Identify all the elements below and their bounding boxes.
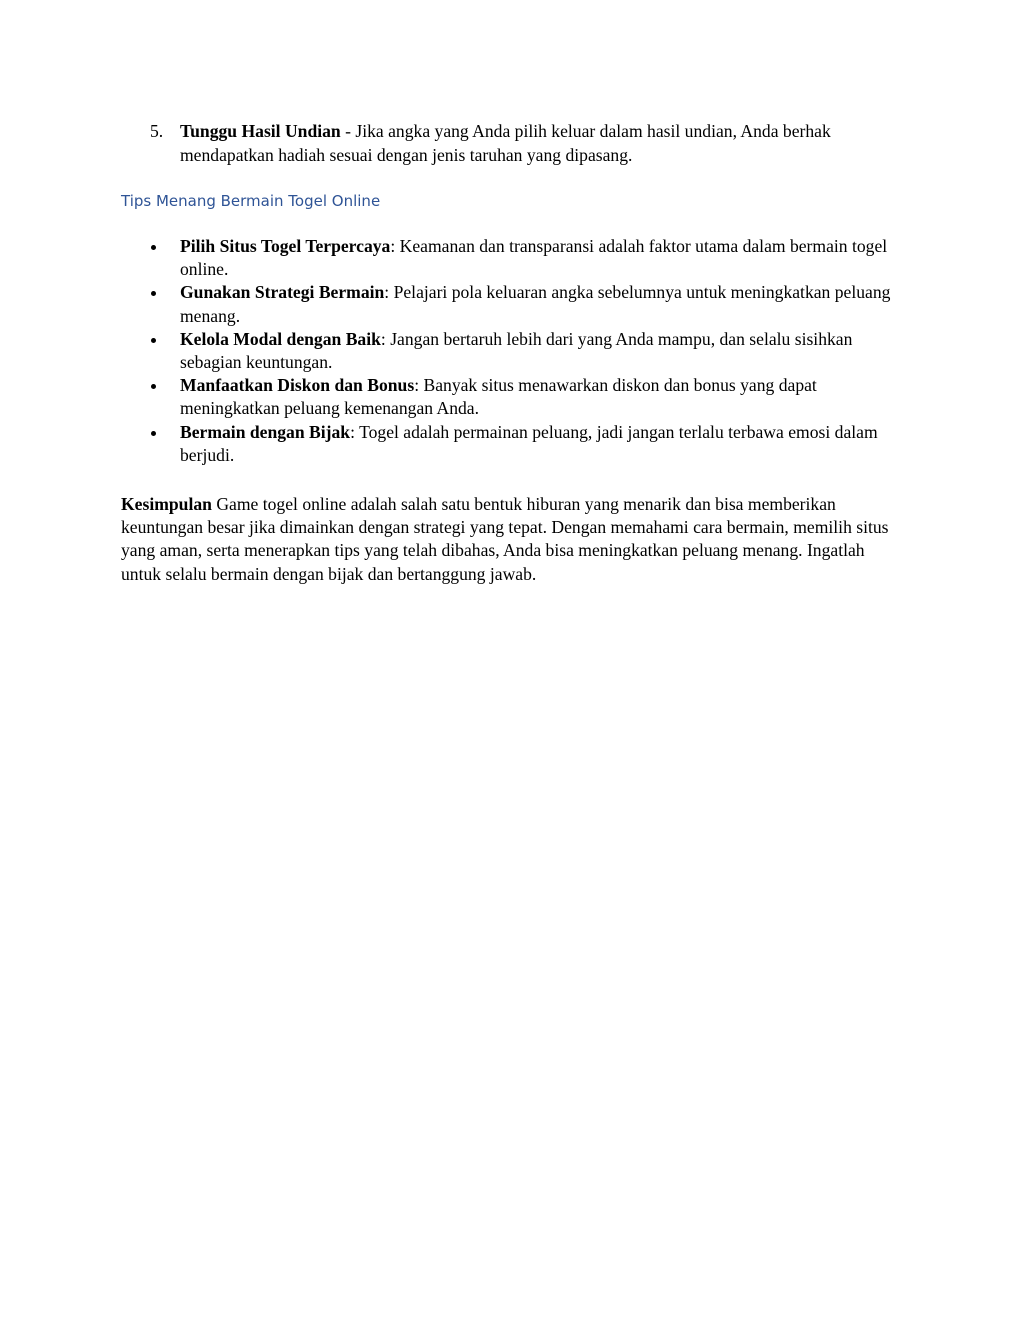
conclusion-paragraph [121, 493, 891, 586]
conclusion-title: Kesimpulan [121, 494, 212, 515]
list-number: 5. [150, 121, 164, 141]
tip-text: : Banyak situs menawarkan diskon dan bonus yang dapat meningkatkan peluang kemenangan Anda. [180, 375, 817, 419]
list-item [121, 328, 891, 374]
tip-title: Kelola Modal dengan Baik [180, 328, 381, 349]
tips-list [121, 235, 891, 467]
tip-text: : Pelajari pola keluaran angka sebelumnya untuk meningkatkan peluang menang. [180, 282, 891, 326]
step-title: Tunggu Hasil Undian [180, 121, 341, 141]
tip-text: : Togel adalah permainan peluang, jadi jangan terlalu terbawa emosi dalam berjudi. [180, 421, 878, 465]
tip-text: : Jangan bertaruh lebih dari yang Anda mampu, dan selalu sisihkan sebagian keuntungan. [180, 328, 853, 373]
bullet-icon [151, 291, 156, 296]
numbered-item-step-5 [121, 120, 891, 167]
tip-title: Bermain dengan Bijak [180, 421, 351, 442]
list-item [121, 374, 891, 420]
step-text: - Jika angka yang Anda pilih keluar dalam hasil undian, Anda berhak mendapatkan hadiah sesuai dengan jenis taruhan yang dipasang. [180, 121, 831, 165]
conclusion-text: Game togel online adalah salah satu bentuk hiburan yang menarik dan bisa memberikan keuntungan besar jika dimainkan dengan strategi yang tepat. Dengan memahami cara bermain, memilih situs yang aman, serta menerapkan tips yang telah dibahas, Anda bisa meningkatkan peluang menang. Ingatlah untuk selalu bermain dengan bijak dan bertanggung jawab. [121, 494, 889, 584]
list-item [121, 235, 891, 281]
bullet-icon [151, 384, 156, 389]
list-item [121, 421, 891, 467]
list-item [121, 281, 891, 327]
document-content [121, 120, 891, 586]
bullet-icon [151, 338, 156, 343]
tip-title: Pilih Situs Togel Terpercaya [180, 236, 391, 256]
bullet-icon [151, 245, 156, 250]
section-heading-tips: Tips Menang Bermain Togel Online [121, 192, 381, 210]
tip-title: Gunakan Strategi Bermain [180, 282, 385, 303]
bullet-icon [151, 431, 156, 436]
tip-text: : Keamanan dan transparansi adalah faktor utama dalam bermain togel online. [180, 236, 888, 280]
tip-title: Manfaatkan Diskon dan Bonus [180, 375, 415, 396]
